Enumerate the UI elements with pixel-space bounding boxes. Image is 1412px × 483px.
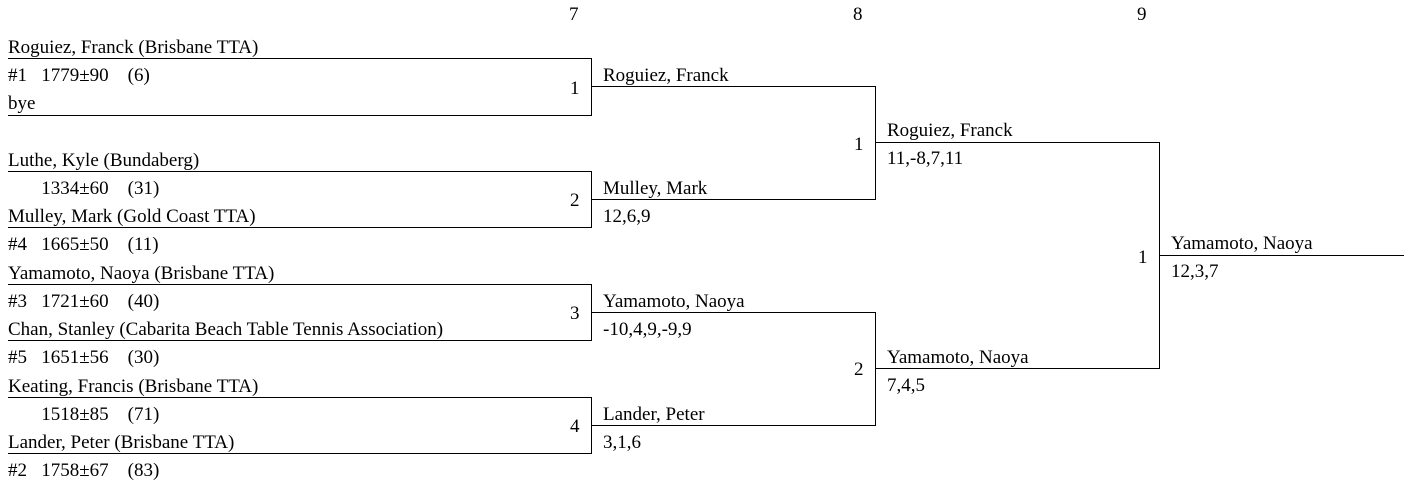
bracket-line [1159,255,1404,256]
entry-info: #4 1665±50 (11) [8,234,159,255]
entry-info: 1518±85 (71) [8,404,160,425]
match-score: 7,4,5 [887,375,925,396]
entry-name: Roguiez, Franck (Brisbane TTA) [8,37,259,58]
match-number: 2 [570,190,580,211]
match-winner: Yamamoto, Naoya [603,291,745,312]
round-header-9: 9 [1137,4,1147,25]
match-score: -10,4,9,-9,9 [603,319,692,340]
entry-name: Lander, Peter (Brisbane TTA) [8,432,235,453]
bracket-line [8,171,591,172]
match-number: 1 [570,78,580,99]
entry-name: Yamamoto, Naoya (Brisbane TTA) [8,263,275,284]
match-number: 2 [854,359,864,380]
match-number: 4 [570,416,580,437]
match-winner: Yamamoto, Naoya [1171,233,1313,254]
match-score: 11,-8,7,11 [887,148,964,169]
bracket-line [8,115,591,116]
entry-info: 1334±60 (31) [8,178,160,199]
round-header-7: 7 [569,4,579,25]
bracket-line [8,227,591,228]
bracket-line [591,199,875,200]
entry-name: Luthe, Kyle (Bundaberg) [8,150,200,171]
bracket-line [591,86,875,87]
bracket-line [875,142,1159,143]
bracket-line [591,312,875,313]
match-number: 3 [570,303,580,324]
match-number: 1 [1138,247,1148,268]
match-winner: Roguiez, Franck [887,120,1013,141]
match-score: 12,3,7 [1171,261,1219,282]
bracket-line [8,453,591,454]
entry-name: Keating, Francis (Brisbane TTA) [8,376,259,397]
bracket-line [875,312,876,426]
round-header-8: 8 [853,4,863,25]
match-winner: Roguiez, Franck [603,65,729,86]
entry-name: Mulley, Mark (Gold Coast TTA) [8,206,256,227]
bracket-line [875,368,1159,369]
bracket-line [875,86,876,200]
entry-info: #3 1721±60 (40) [8,291,160,312]
entry-name: Chan, Stanley (Cabarita Beach Table Tennis Association) [8,319,444,340]
entry-info: #5 1651±56 (30) [8,347,160,368]
match-winner: Lander, Peter [603,404,705,425]
bracket-line [591,58,592,116]
entry-name: bye [8,93,36,114]
entry-info: #1 1779±90 (6) [8,65,150,86]
match-number: 1 [854,134,864,155]
bracket-line [591,425,875,426]
bracket-line [8,284,591,285]
bracket-line [8,340,591,341]
entry-info: #2 1758±67 (83) [8,460,160,481]
bracket-line [8,397,591,398]
match-winner: Yamamoto, Naoya [887,347,1029,368]
match-winner: Mulley, Mark [603,178,708,199]
match-score: 12,6,9 [603,206,651,227]
bracket-line [8,58,591,59]
match-score: 3,1,6 [603,432,641,453]
